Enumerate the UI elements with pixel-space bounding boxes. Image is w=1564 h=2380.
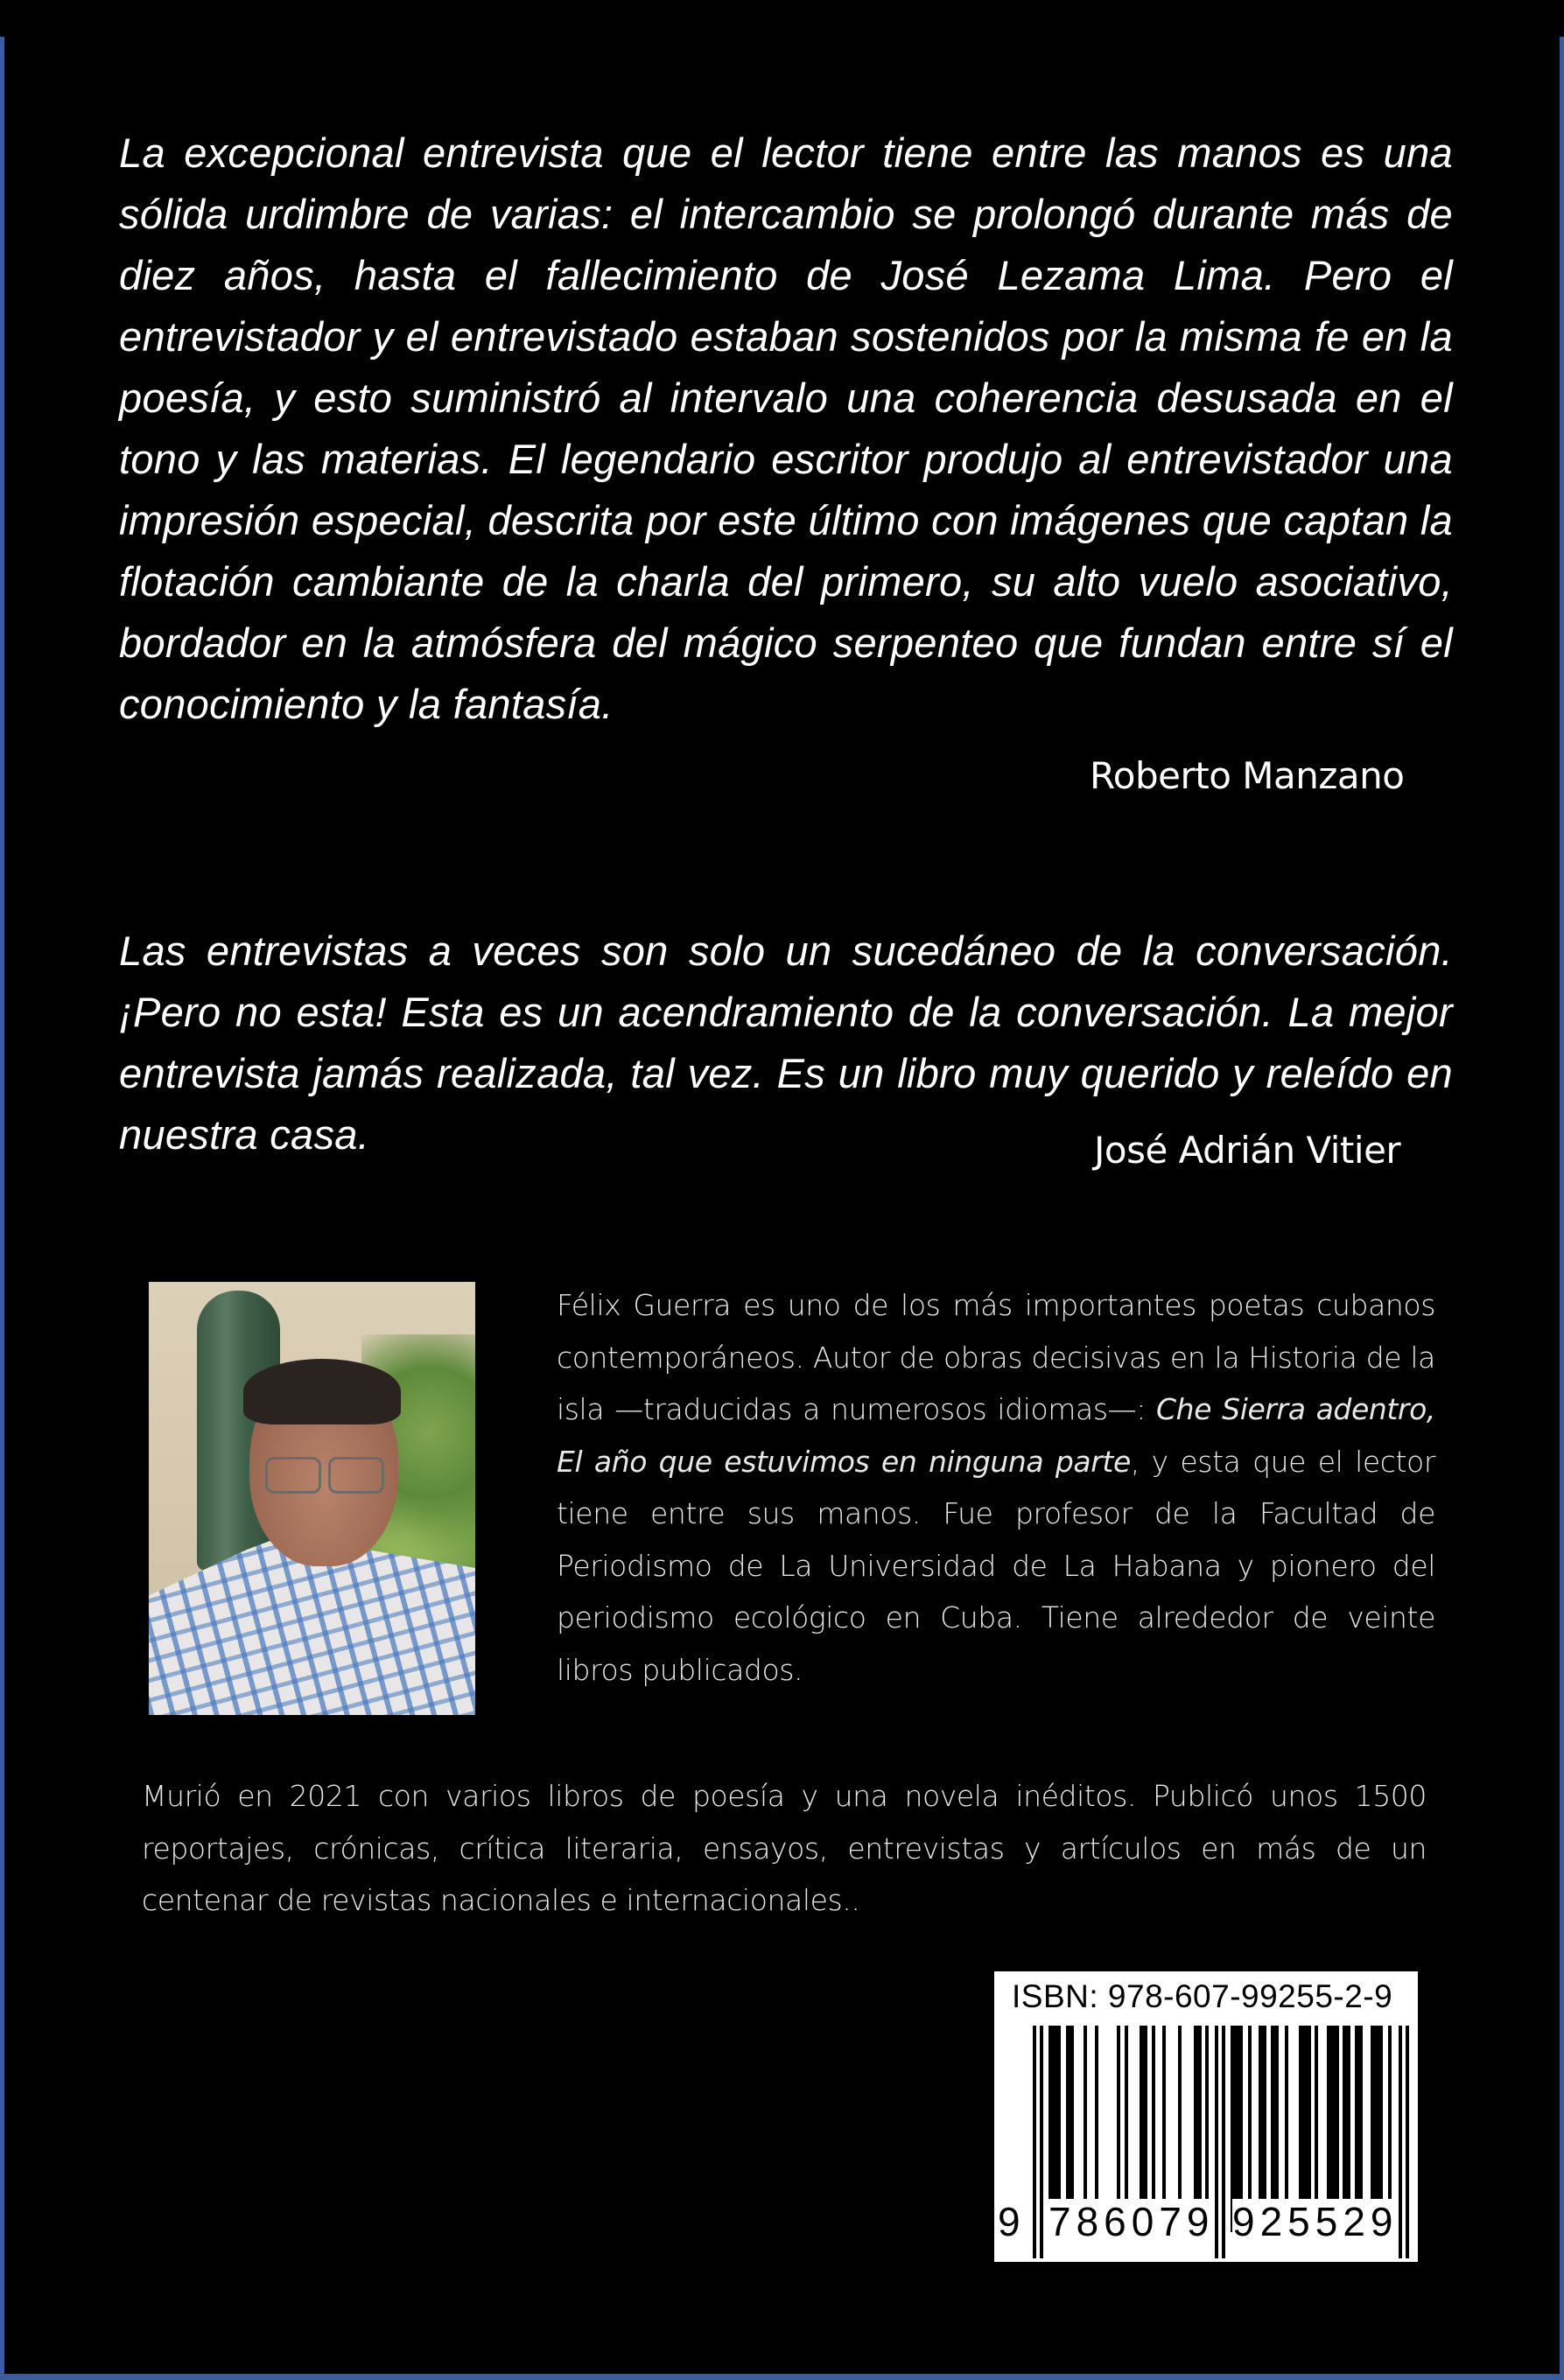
blurb-quote-vitier: Las entrevistas a veces son solo un sucedáneo de la conversación. ¡Pero no esta! Esta es un acendramiento de la conversación. La mejor entrevista jamás realizada, tal vez. Es un libro muy querido y releído en nuestra casa. bbox=[119, 928, 1453, 1158]
barcode-digits-left: 786079 bbox=[1049, 2199, 1215, 2244]
author-bio-rest: , y esta que el lector tiene entre sus manos. Fue profesor de la Facultad de Periodismo de La Universidad de La Habana y pionero del periodismo ecológico en Cuba. Tiene alrededor de veinte libros publicados. bbox=[557, 1444, 1435, 1687]
blurb-quote-manzano: La excepcional entrevista que el lector tiene entre las manos es una sólida urdimbre de varias: el intercambio se prolongó durante más de diez años, hasta el fallecimiento de José Lezama Lima. Pero el entrevistador y el entrevistado estaban sostenidos por la misma fe en la poesía, y esto suministró al intervalo una coherencia desusada en el tono y las materias. El legendario escritor produjo al entrevistador una impresión especial, descrita por este último con imágenes que captan la flotación cambiante de la charla del primero, su alto vuelo asociativo, bordador en la atmósfera del mágico serpenteo que fundan entre sí el conocimiento y la fantasía. bbox=[119, 130, 1453, 727]
isbn-label: ISBN: 978-607-99255-2-9 bbox=[1012, 1978, 1393, 2014]
cover-border-right bbox=[1560, 37, 1564, 2380]
photo-hair bbox=[243, 1359, 401, 1424]
cover-border-bottom bbox=[0, 2374, 1564, 2380]
author-bio-continuation: Murió en 2021 con varios libros de poesía y una novela inéditos. Publicó unos 1500 reportajes, crónicas, crítica literaria, ensayos, entrevistas y artículos en más de un centenar de revistas nacionales e internacionales.. bbox=[142, 1779, 1427, 1917]
cover-border-left bbox=[0, 37, 4, 2380]
barcode-digit-first: 9 bbox=[998, 2199, 1020, 2244]
author-bio bbox=[557, 1279, 1435, 1696]
blurb-author-vitier: José Adrián Vitier bbox=[1094, 1129, 1401, 1172]
barcode-digits-right: 925529 bbox=[1232, 2199, 1399, 2244]
author-bio-works: Che Sierra adentro, El año que estuvimos en ninguna parte bbox=[557, 1392, 1435, 1479]
isbn-barcode-block bbox=[994, 1971, 1418, 2262]
photo-glasses bbox=[258, 1457, 389, 1492]
author-bio-intro: Félix Guerra es uno de los más importantes poetas cubanos contemporáneos. Autor de obras decisivas en la Historia de la isla —traducidas a numerosos idiomas—: bbox=[557, 1288, 1435, 1426]
author-photo bbox=[149, 1282, 475, 1715]
blurb-author-manzano: Roberto Manzano bbox=[1090, 754, 1405, 797]
